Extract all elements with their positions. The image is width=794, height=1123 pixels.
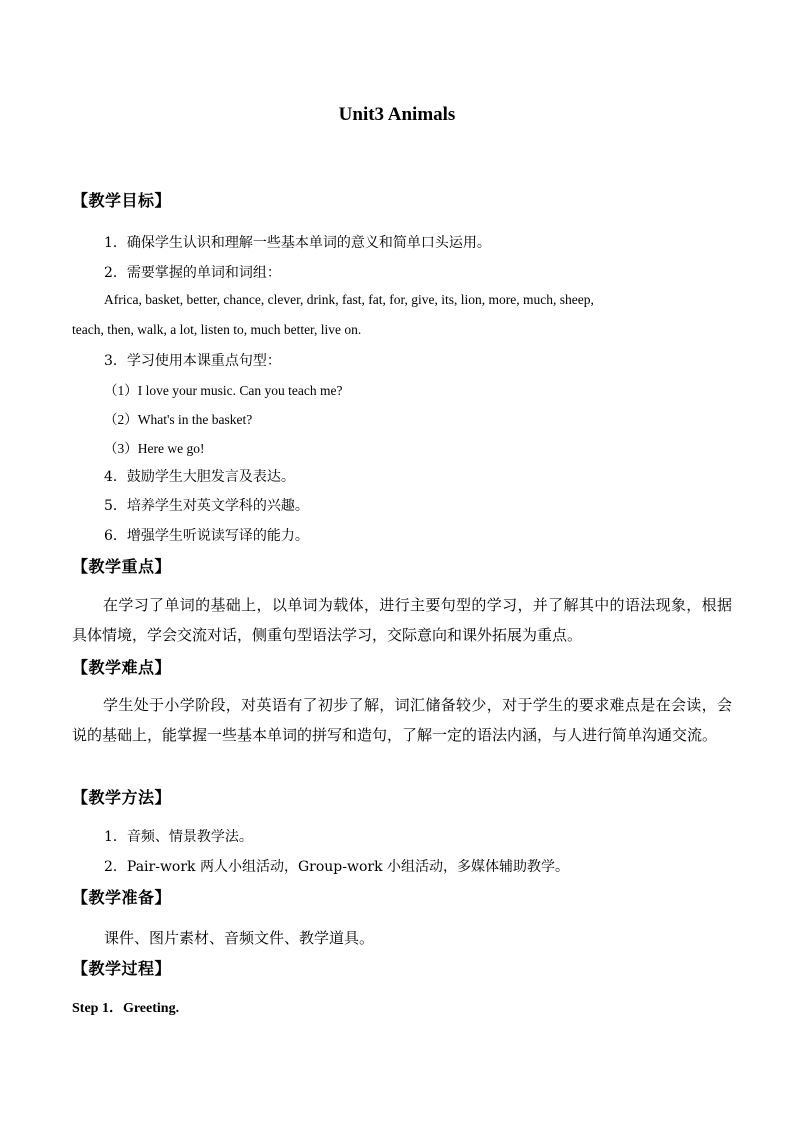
vocabulary-line-2: teach, then, walk, a lot, listen to, much better, live on. xyxy=(72,322,362,337)
key-sentence-1: （1）I love your music. Can you teach me? xyxy=(104,383,343,398)
goal-item-2: 2．需要掌握的单词和词组： xyxy=(104,265,281,281)
goal-item-1: 1．确保学生认识和理解一些基本单词的意义和简单口头运用。 xyxy=(104,235,491,251)
section-heading-key-points: 【教学重点】 xyxy=(72,557,172,576)
key-sentence-3: （3）Here we go! xyxy=(104,441,205,456)
method-item-1: 1．音频、情景教学法。 xyxy=(104,829,253,845)
method-item-2: 2．Pair-work 两人小组活动，Group-work 小组活动，多媒体辅助教学。 xyxy=(104,859,570,875)
section-heading-difficulties: 【教学难点】 xyxy=(72,658,172,677)
goal-item-5: 5．培养学生对英文学科的兴趣。 xyxy=(104,498,309,514)
section-heading-preparation: 【教学准备】 xyxy=(72,888,172,907)
document-title: Unit3 Animals xyxy=(338,104,456,125)
goal-item-3: 3．学习使用本课重点句型： xyxy=(104,353,281,369)
key-sentence-2: （2）What's in the basket? xyxy=(104,412,253,427)
preparation-text: 课件、图片素材、音频文件、教学道具。 xyxy=(104,929,375,947)
section-heading-process: 【教学过程】 xyxy=(72,959,172,978)
key-points-paragraph: 在学习了单词的基础上，以单词为载体，进行主要句型的学习，并了解其中的语法现象，根据具体情境，学会交流对话，侧重句型语法学习，交际意向和课外拓展为重点。 xyxy=(72,596,732,644)
difficulties-paragraph: 学生处于小学阶段，对英语有了初步了解，词汇储备较少，对于学生的要求难点是在会读，会说的基础上，能掌握一些基本单词的拼写和造句，了解一定的语法内涵，与人进行简单沟通交流。 xyxy=(72,696,732,744)
section-heading-goals: 【教学目标】 xyxy=(72,191,172,210)
goal-item-4: 4．鼓励学生大胆发言及表达。 xyxy=(104,469,295,485)
goal-item-6: 6．增强学生听说读写译的能力。 xyxy=(104,528,309,544)
section-heading-methods: 【教学方法】 xyxy=(72,788,172,807)
step-1-heading: Step 1．Greeting. xyxy=(72,1001,180,1016)
vocabulary-line-1: Africa, basket, better, chance, clever, drink, fast, fat, for, give, its, lion, more, much, sheep, xyxy=(104,292,594,307)
